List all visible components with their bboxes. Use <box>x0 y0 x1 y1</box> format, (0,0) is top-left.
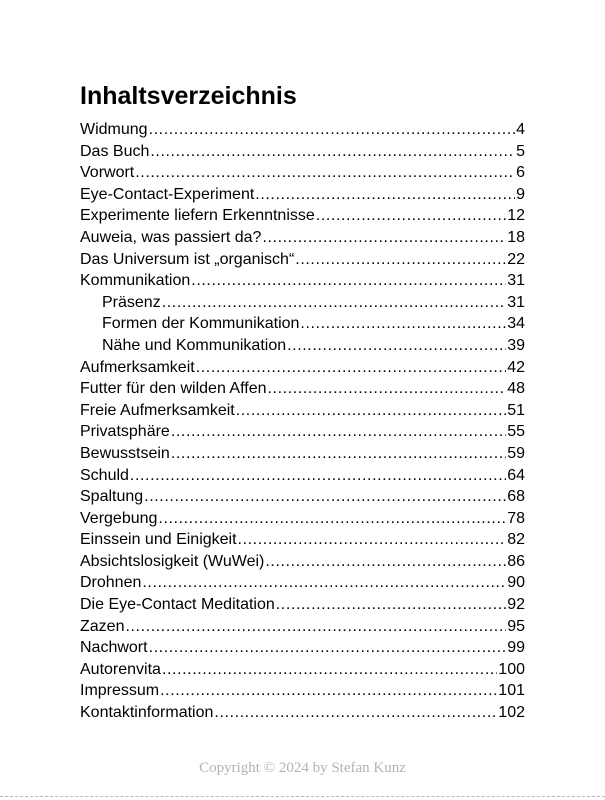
toc-dot-leader <box>276 594 506 616</box>
toc-dot-leader <box>238 529 507 551</box>
toc-dot-leader <box>191 270 506 292</box>
toc-dot-leader <box>255 184 515 206</box>
toc-dot-leader <box>300 313 506 335</box>
toc-entry[interactable] <box>80 184 525 206</box>
toc-entry-label: Nachwort <box>80 639 148 657</box>
toc-entry[interactable] <box>80 637 525 659</box>
toc-entry-label: Drohnen <box>80 574 142 592</box>
toc-entry-label: Kommunikation <box>80 272 191 290</box>
toc-entry-label: Autorenvita <box>80 660 161 678</box>
toc-entry-label: Vergebung <box>80 509 158 527</box>
toc-entry[interactable] <box>80 702 525 724</box>
toc-entry[interactable] <box>80 486 525 508</box>
toc-entry-label: Experimente liefern Erkenntnisse <box>80 207 315 225</box>
toc-entry-label: Bewusstsein <box>80 444 170 462</box>
toc-dot-leader <box>142 572 506 594</box>
toc-page-number: 5 <box>516 142 525 160</box>
toc-entry[interactable] <box>80 529 525 551</box>
toc-dot-leader <box>158 508 506 530</box>
toc-entry-label: Absichtslosigkeit (WuWei) <box>80 552 265 570</box>
toc-entry-label: Impressum <box>80 682 160 700</box>
toc-entry[interactable] <box>80 508 525 530</box>
toc-dot-leader <box>214 702 497 724</box>
toc-entry-label: Zazen <box>80 617 125 635</box>
toc-entry[interactable] <box>80 162 525 184</box>
toc-entry[interactable] <box>80 594 525 616</box>
toc-page-number: 95 <box>507 617 525 635</box>
toc-entry[interactable] <box>80 119 525 141</box>
toc-page-number: 101 <box>498 682 525 700</box>
toc-entry-label: Einssein und Einigkeit <box>80 531 237 549</box>
toc-page-number: 6 <box>516 164 525 182</box>
toc-entry[interactable] <box>80 572 525 594</box>
toc-page-number: 48 <box>507 380 525 398</box>
toc-dot-leader <box>267 378 506 400</box>
toc-entry-label: Formen der Kommunikation <box>102 315 300 333</box>
toc-dot-leader <box>150 141 515 163</box>
toc-dot-leader <box>162 659 497 681</box>
toc-page-number: 64 <box>507 466 525 484</box>
toc-subentry[interactable] <box>80 335 525 357</box>
toc-page-number: 59 <box>507 444 525 462</box>
toc-dot-leader <box>144 486 506 508</box>
toc-dot-leader <box>162 292 507 314</box>
toc-subentry[interactable] <box>80 292 525 314</box>
toc-page-number: 102 <box>498 704 525 722</box>
toc-page-number: 100 <box>498 660 525 678</box>
toc-entry-label: Das Universum ist „organisch“ <box>80 250 295 268</box>
toc-page-number: 31 <box>507 272 525 290</box>
toc-page-number: 51 <box>507 401 525 419</box>
toc-entry[interactable] <box>80 680 525 702</box>
toc-entry[interactable] <box>80 551 525 573</box>
toc-page-number: 22 <box>507 250 525 268</box>
toc-entry-label: Präsenz <box>102 293 161 311</box>
toc-entry[interactable] <box>80 141 525 163</box>
toc-subentry[interactable] <box>80 313 525 335</box>
toc-entry-label: Kontaktinformation <box>80 704 214 722</box>
toc-entry[interactable] <box>80 659 525 681</box>
toc-entry-label: Freie Aufmerksamkeit <box>80 401 235 419</box>
toc-entry-label: Auweia, was passiert da? <box>80 228 262 246</box>
toc-entry[interactable] <box>80 249 525 271</box>
page-title: Inhaltsverzeichnis <box>80 82 297 110</box>
toc-page-number: 99 <box>507 639 525 657</box>
toc-dot-leader <box>125 616 506 638</box>
toc-entry[interactable] <box>80 400 525 422</box>
toc-page-number: 31 <box>507 293 525 311</box>
toc-page-number: 92 <box>507 596 525 614</box>
toc-page-number: 42 <box>507 358 525 376</box>
toc-entry-label: Widmung <box>80 121 148 138</box>
toc-dot-leader <box>265 551 506 573</box>
toc-entry-label: Die Eye-Contact Meditation <box>80 596 275 614</box>
toc-dot-leader <box>149 637 507 659</box>
toc-entry-label: Vorwort <box>80 164 135 182</box>
toc-dot-leader <box>287 335 506 357</box>
toc-page-number: 34 <box>507 315 525 333</box>
toc-page-number: 9 <box>516 185 525 203</box>
toc-page-number: 86 <box>507 552 525 570</box>
toc-page-number: 68 <box>507 488 525 506</box>
toc-dot-leader <box>130 465 506 487</box>
page-edge-divider <box>0 796 605 797</box>
toc-dot-leader <box>262 227 506 249</box>
toc-entry[interactable] <box>80 378 525 400</box>
toc-entry-label: Das Buch <box>80 142 150 160</box>
toc-entry[interactable] <box>80 465 525 487</box>
toc-entry[interactable] <box>80 270 525 292</box>
toc-dot-leader <box>135 162 515 184</box>
toc-entry[interactable] <box>80 616 525 638</box>
toc-entry[interactable] <box>80 421 525 443</box>
copyright-notice: Copyright © 2024 by Stefan Kunz <box>199 760 406 776</box>
toc-entry[interactable] <box>80 357 525 379</box>
toc-entry-label: Aufmerksamkeit <box>80 358 195 376</box>
toc-page-number: 90 <box>507 574 525 592</box>
toc-page-number: 4 <box>516 121 525 138</box>
toc-page-number: 82 <box>507 531 525 549</box>
toc-dot-leader <box>171 443 506 465</box>
toc-page-number: 18 <box>507 228 525 246</box>
toc-dot-leader <box>316 205 506 227</box>
toc-entry-label: Spaltung <box>80 488 144 506</box>
toc-dot-leader <box>149 119 516 141</box>
toc-dot-leader <box>236 400 506 422</box>
toc-entry[interactable] <box>80 443 525 465</box>
toc-dot-leader <box>295 249 506 271</box>
toc-entry[interactable] <box>80 227 525 249</box>
toc-page-number: 39 <box>507 336 525 354</box>
toc-entry-label: Schuld <box>80 466 129 484</box>
toc-dot-leader <box>171 421 506 443</box>
toc-entry-label: Privatsphäre <box>80 423 170 441</box>
toc-dot-leader <box>196 357 507 379</box>
toc-entry-label: Futter für den wilden Affen <box>80 380 267 398</box>
toc-page-number: 55 <box>507 423 525 441</box>
toc-dot-leader <box>160 680 497 702</box>
toc-page-number: 12 <box>507 207 525 225</box>
toc-entry-label: Nähe und Kommunikation <box>102 336 287 354</box>
table-of-contents <box>80 119 525 724</box>
toc-entry[interactable] <box>80 205 525 227</box>
toc-entry-label: Eye-Contact-Experiment <box>80 185 255 203</box>
toc-page-number: 78 <box>507 509 525 527</box>
